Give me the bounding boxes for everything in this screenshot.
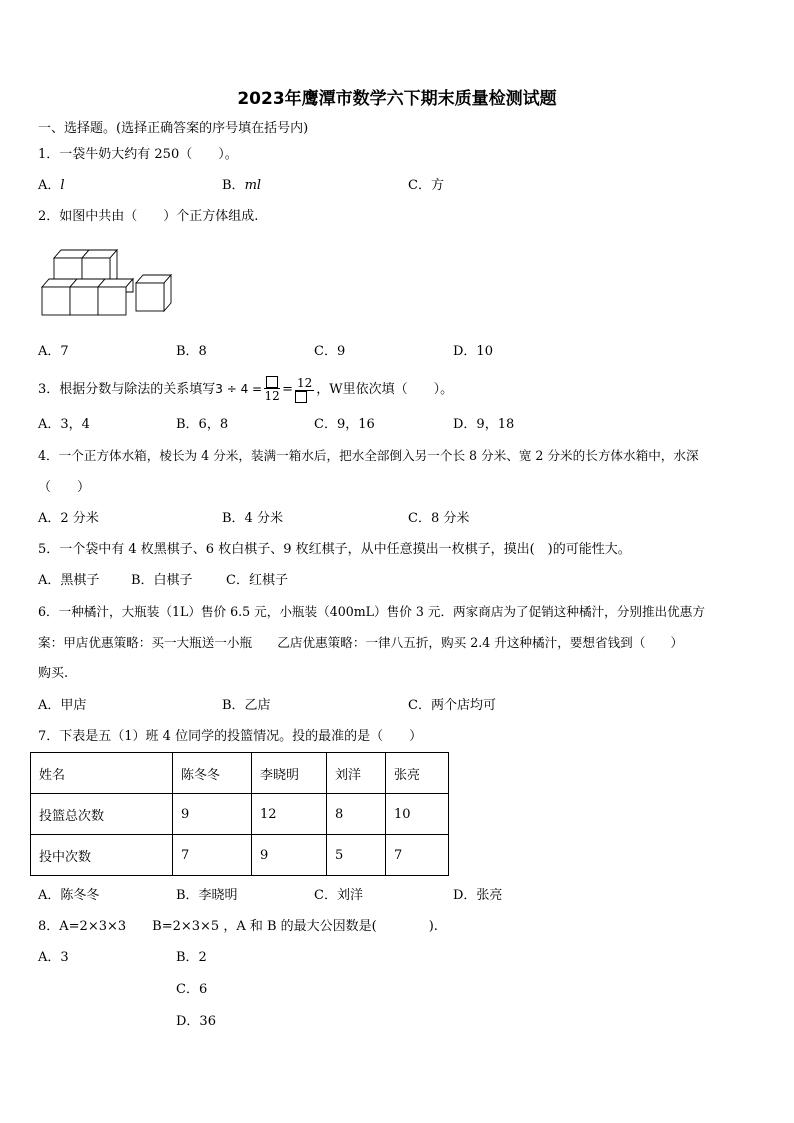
table-cell: 9 [252,835,327,876]
q3-expression: 3 ÷ 4 = [215,382,263,396]
table-cell: 9 [173,794,252,835]
question-7: 7．下表是五（1）班 4 位同学的投篮情况。投的最准的是（ ） [38,729,423,744]
q1-option-b-unit: ml [244,178,262,193]
q2-option-c[interactable]: C．9 [314,344,346,359]
q3-option-c[interactable]: C．9，16 [314,417,375,432]
blank-box [295,391,307,403]
question-4-line-2: （ ） [38,480,91,495]
q3-fraction-2-numerator: 12 [297,376,313,390]
table-row [31,835,449,876]
table-cell: 10 [386,794,449,835]
q3-text-suffix: ，W里依次填（ ）。 [316,382,454,397]
table-row [31,753,449,794]
q2-option-d[interactable]: D．10 [453,344,493,359]
q3-option-d[interactable]: D．9，18 [453,417,515,432]
question-4-line-1: 4．一个正方体水箱，棱长为 4 分米，装满一箱水后，把水全部倒入另一个长 8 分米、宽 2 分米的长方体水箱中，水深 [38,448,699,463]
question-6-line-2: 案：甲店优惠策略：买一大瓶送一小瓶 乙店优惠策略：一律八五折，购买 2.4 升这种橘汁，要想省钱到（ ） [38,635,684,650]
q1-option-b-letter: B． [222,178,245,193]
page-title: 2023年鹰潭市数学六下期末质量检测试题 [237,89,557,109]
table-header-cell: 李晓明 [252,753,327,794]
question-1: 1．一袋牛奶大约有 250（ ）。 [38,147,238,162]
table-cell: 7 [173,835,252,876]
table-row [31,794,449,835]
q3-fraction-1 [264,376,280,403]
q1-option-a-letter: A． [38,178,61,193]
q7-option-c[interactable]: C．刘洋 [314,888,363,903]
q7-option-a[interactable]: A．陈冬冬 [38,888,100,903]
q6-option-c[interactable]: C．两个店均可 [408,698,496,713]
q8-option-a[interactable]: A．3 [38,950,69,965]
q2-option-b[interactable]: B．8 [176,344,207,359]
question-3: 3．根据分数与除法的关系填写3 ÷ 4 = 12 = 12 ，W里依次填（ ）。 [38,376,454,403]
q3-fraction-2 [295,376,314,403]
shooting-table [30,752,449,876]
section-heading: 一、选择题。(选择正确答案的序号填在括号内) [38,121,309,136]
table-cell: 5 [327,835,386,876]
table-header-cell: 陈冬冬 [173,753,252,794]
table-cell: 12 [252,794,327,835]
cubes-figure [40,246,182,322]
q3-fraction-1-denominator: 12 [264,389,280,403]
question-2: 2．如图中共由（ ）个正方体组成. [38,209,259,224]
q3-option-a[interactable]: A．3，4 [38,417,90,432]
q6-option-a[interactable]: A．甲店 [38,698,87,713]
q1-option-b[interactable] [222,178,261,194]
q3-text-prefix: 3．根据分数与除法的关系填写 [38,382,216,397]
question-6-line-1: 6．一种橘汁，大瓶装（1L）售价 6.5 元，小瓶装（400mL）售价 3 元．两家商店为了促销这种橘汁，分别推出优惠方 [38,604,705,619]
q4-option-a[interactable]: A．2 分米 [38,511,99,526]
q1-option-c[interactable]: C．方 [408,178,444,193]
q6-option-b[interactable]: B．乙店 [222,698,271,713]
q4-option-c[interactable]: C．8 分米 [408,511,470,526]
q5-option-a[interactable]: A．黑棋子 [38,573,100,588]
question-8: 8．A=2×3×3 B=2×3×5 ，A 和 B 的最大公因数是( ). [38,919,438,934]
q3-option-b[interactable]: B．6，8 [176,417,229,432]
q1-option-a-unit: l [60,178,65,193]
table-header-cell: 刘洋 [327,753,386,794]
q4-option-b[interactable]: B．4 分米 [222,511,283,526]
q1-option-a[interactable] [38,178,65,194]
table-cell: 投篮总次数 [31,794,173,835]
table-cell: 投中次数 [31,835,173,876]
table-cell: 7 [386,835,449,876]
table-cell: 8 [327,794,386,835]
question-5: 5．一个袋中有 4 枚黑棋子、6 枚白棋子、9 枚红棋子，从中任意摸出一枚棋子，摸出( )的可能性大。 [38,542,631,557]
blank-box [266,376,278,388]
q8-option-b[interactable]: B．2 [176,950,207,965]
q8-option-c[interactable]: C．6 [176,982,208,997]
q7-option-d[interactable]: D．张亮 [453,888,503,903]
q5-option-c[interactable]: C．红棋子 [226,573,288,588]
q5-option-b[interactable]: B．白棋子 [131,573,193,588]
table-header-cell: 张亮 [386,753,449,794]
question-6-line-3: 购买. [38,666,69,681]
q8-option-d[interactable]: D．36 [176,1014,216,1029]
q7-option-b[interactable]: B．李晓明 [176,888,238,903]
table-header-cell: 姓名 [31,753,173,794]
q2-option-a[interactable]: A．7 [38,344,69,359]
